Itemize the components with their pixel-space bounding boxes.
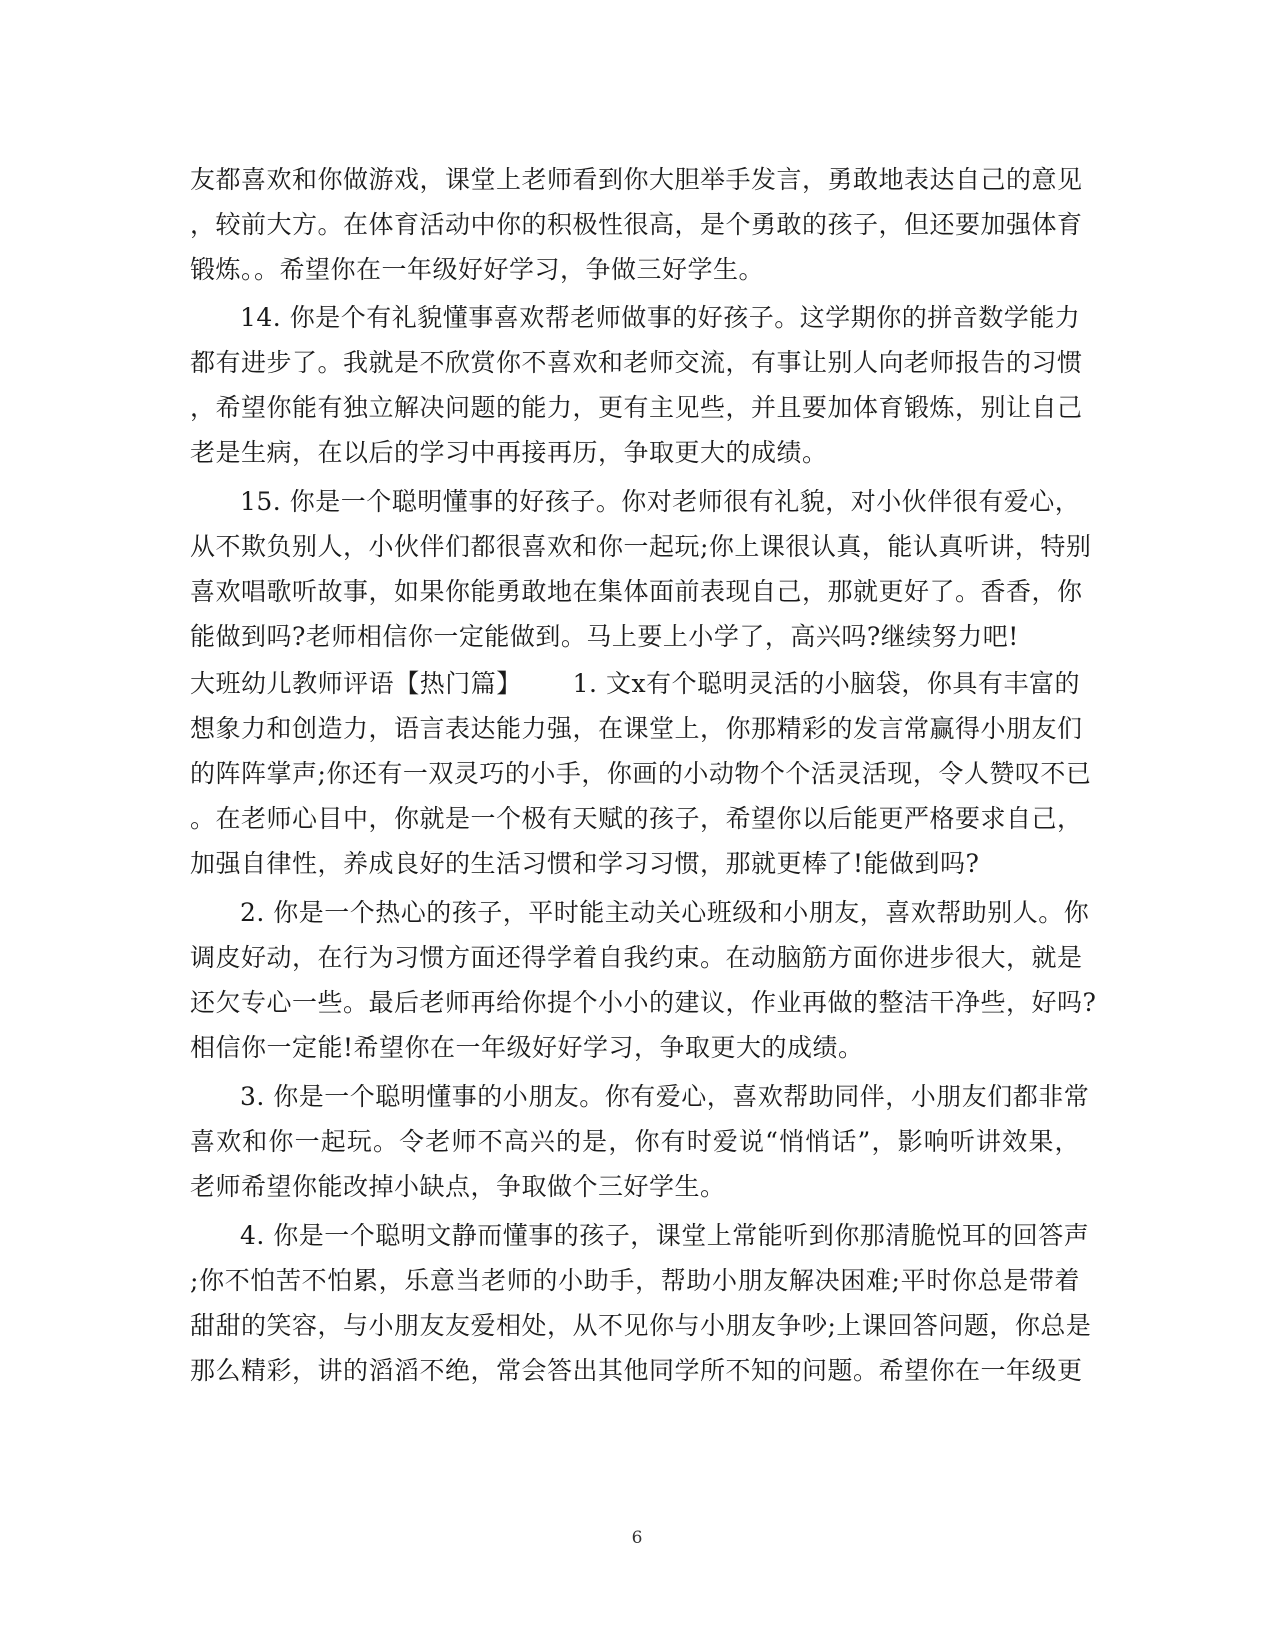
text-line: 。在老师心目中，你就是一个极有天赋的孩子，希望你以后能更严格要求自己， [190,804,1083,833]
text-line: 14. 你是个有礼貌懂事喜欢帮老师做事的好孩子。这学期你的拼音数学能力 [240,303,1081,332]
text-line: 2. 你是一个热心的孩子，平时能主动关心班级和小朋友，喜欢帮助别人。你 [240,898,1090,927]
text-line: 喜欢和你一起玩。令老师不高兴的是，你有时爱说“悄悄话”，影响听讲效果， [190,1127,1080,1156]
text-line: 老是生病，在以后的学习中再接再历，争取更大的成绩。 [190,438,828,467]
text-line: 的阵阵掌声;你还有一双灵巧的小手，你画的小动物个个活灵活现，令人赞叹不已 [190,759,1092,788]
text-line: 加强自律性，养成良好的生活习惯和学习习惯，那就更棒了!能做到吗? [190,849,980,878]
text-line: 从不欺负别人，小伙伴们都很喜欢和你一起玩;你上课很认真，能认真听讲，特别 [190,532,1092,561]
text-line: 锻炼。。希望你在一年级好好学习，争做三好学生。 [190,255,765,284]
text-line: 15. 你是一个聪明懂事的好孩子。你对老师很有礼貌，对小伙伴很有爱心， [240,487,1081,516]
text-line: 3. 你是一个聪明懂事的小朋友。你有爱心，喜欢帮助同伴，小朋友们都非常 [240,1082,1090,1111]
text-line: ，较前大方。在体育活动中你的积极性很高，是个勇敢的孩子，但还要加强体育 [190,210,1083,239]
text-line: 喜欢唱歌听故事，如果你能勇敢地在集体面前表现自己，那就更好了。香香，你 [190,577,1083,606]
text-line: 还欠专心一些。最后老师再给你提个小小的建议，作业再做的整洁干净些，好吗? [190,988,1097,1017]
text-line: 甜甜的笑容，与小朋友友爱相处，从不见你与小朋友争吵;上课回答问题，你总是 [190,1311,1092,1340]
text-line: ;你不怕苦不怕累，乐意当老师的小助手，帮助小朋友解决困难;平时你总是带着 [190,1266,1080,1295]
text-line: 能做到吗?老师相信你一定能做到。马上要上小学了，高兴吗?继续努力吧! [190,622,1019,651]
text-line: 老师希望你能改掉小缺点，争取做个三好学生。 [190,1172,726,1201]
text-line: 友都喜欢和你做游戏，课堂上老师看到你大胆举手发言，勇敢地表达自己的意见 [190,165,1083,194]
text-line: 想象力和创造力，语言表达能力强，在课堂上，你那精彩的发言常赢得小朋友们 [190,714,1083,743]
text-line: ，希望你能有独立解决问题的能力，更有主见些，并且要加体育锻炼，别让自己 [190,393,1083,422]
text-line: 都有进步了。我就是不欣赏你不喜欢和老师交流，有事让别人向老师报告的习惯 [190,348,1083,377]
section-heading-line: 大班幼儿教师评语【热门篇】 1. 文x有个聪明灵活的小脑袋，你具有丰富的 [190,669,1080,698]
text-line: 调皮好动，在行为习惯方面还得学着自我约束。在动脑筋方面你进步很大，就是 [190,943,1083,972]
text-line: 相信你一定能!希望你在一年级好好学习，争取更大的成绩。 [190,1033,864,1062]
page-number: 6 [631,1528,643,1548]
text-line: 那么精彩，讲的滔滔不绝，常会答出其他同学所不知的问题。希望你在一年级更 [190,1356,1083,1385]
text-line: 4. 你是一个聪明文静而懂事的孩子，课堂上常能听到你那清脆悦耳的回答声 [240,1221,1090,1250]
